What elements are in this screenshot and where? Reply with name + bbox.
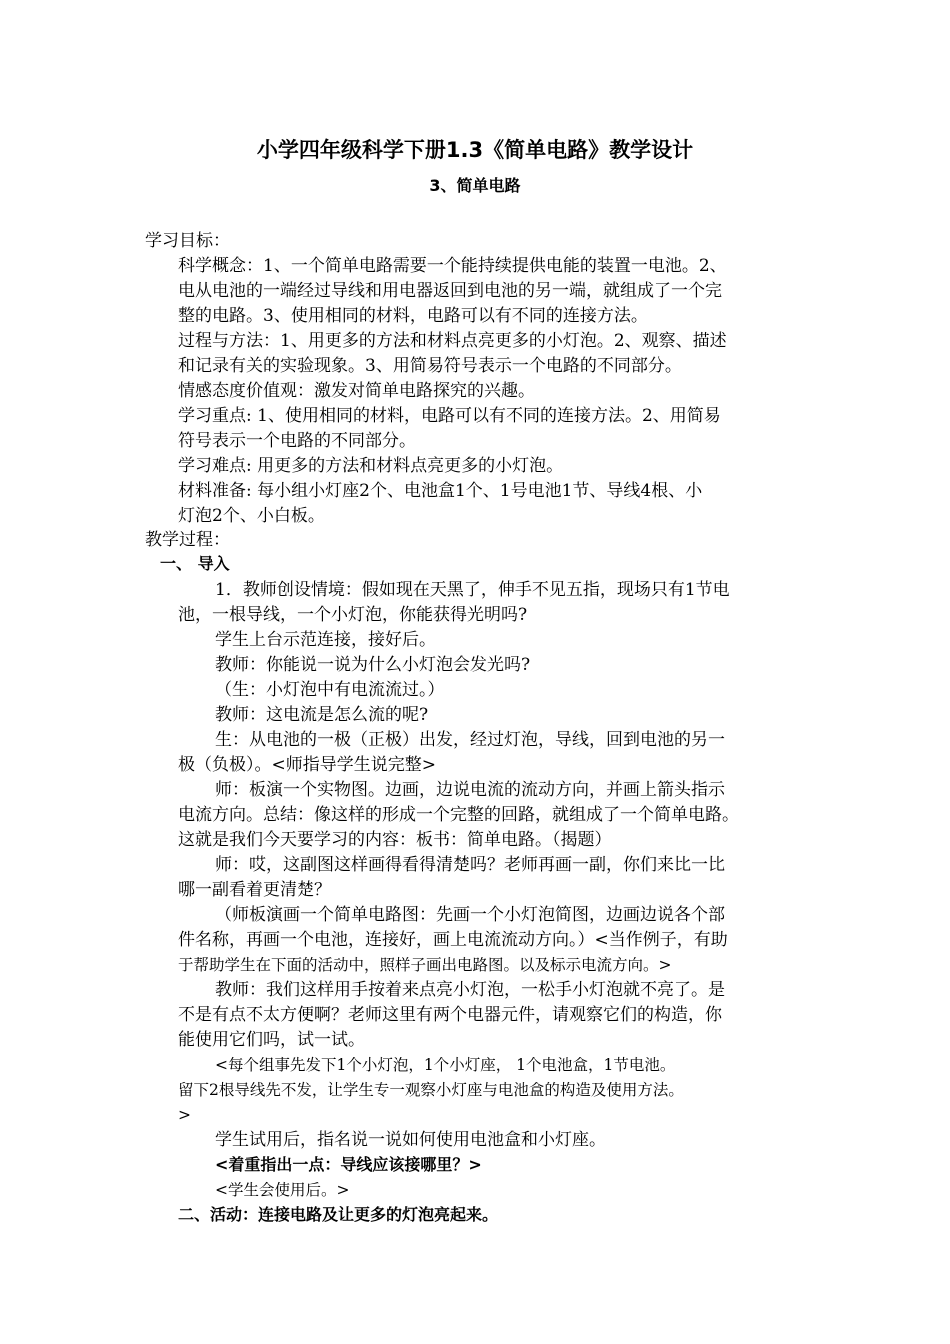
paragraph-line: 能使用它们吗，试一试。 (178, 1030, 365, 1050)
paragraph-line: 科学概念：1、一个简单电路需要一个能持续提供电能的装置一电池。2、 (178, 256, 727, 276)
paragraph-line: 极（负极）。<师指导学生说完整> (178, 755, 436, 775)
paragraph-line: 学习重点: 1、使用相同的材料，电路可以有不同的连接方法。2、用简易 (178, 406, 721, 426)
document-subtitle: 3、简单电路 (429, 176, 521, 195)
paragraph-line: 学习难点: 用更多的方法和材料点亮更多的小灯泡。 (178, 456, 564, 476)
paragraph-line: 情感态度价值观：激发对简单电路探究的兴趣。 (178, 381, 535, 401)
paragraph-line: 灯泡2个、小白板。 (178, 506, 325, 526)
section-heading-activity: 二、活动：连接电路及让更多的灯泡亮起来。 (178, 1205, 499, 1224)
paragraph-line: （生：小灯泡中有电流流过。） (215, 680, 445, 700)
section-heading-intro: 一、 导入 (160, 554, 230, 573)
paragraph-line: 过程与方法：1、用更多的方法和材料点亮更多的小灯泡。2、观察、描述 (178, 331, 727, 351)
paragraph-line: 池，一根导线，一个小灯泡，你能获得光明吗? (178, 605, 528, 625)
paragraph-line: 和记录有关的实验现象。3、用简易符号表示一个电路的不同部分。 (178, 356, 682, 376)
paragraph-line: 材料准备: 每小组小灯座2个、电池盒1个、1号电池1节、导线4根、小 (178, 481, 703, 501)
paragraph-line: <学生会使用后。> (215, 1181, 350, 1199)
paragraph-line: > (178, 1106, 191, 1124)
paragraph-line: 电从电池的一端经过导线和用电器返回到电池的另一端，就组成了一个完 (178, 281, 722, 301)
paragraph-line: 符号表示一个电路的不同部分。 (178, 431, 416, 451)
paragraph-line: 电流方向。总结：像这样的形成一个完整的回路，就组成了一个简单电路。 (178, 805, 739, 825)
paragraph-line: （师板演画一个简单电路图：先画一个小灯泡简图，边画边说各个部 (215, 905, 725, 925)
paragraph-line: 不是有点不太方便啊？老师这里有两个电器元件，请观察它们的构造，你 (178, 1005, 722, 1025)
emphasis-note: <着重指出一点：导线应该接哪里？> (215, 1155, 482, 1174)
paragraph-line: 哪一副看着更清楚？ (178, 880, 331, 900)
paragraph-line: 件名称，再画一个电池，连接好，画上电流流动方向。）<当作例子，有助 (178, 930, 728, 950)
paragraph-line: <每个组事先发下1个小灯泡，1个小灯座， 1个电池盒，1节电池。 (215, 1056, 676, 1074)
paragraph-line: 学生上台示范连接，接好后。 (215, 630, 436, 650)
document-title: 小学四年级科学下册1.3《简单电路》教学设计 (256, 138, 694, 162)
paragraph-line: 留下2根导线先不发，让学生专一观察小灯座与电池盒的构造及使用方法。 (178, 1081, 684, 1099)
paragraph-line: 学生试用后，指名说一说如何使用电池盒和小灯座。 (215, 1130, 606, 1150)
paragraph-line: 整的电路。3、使用相同的材料，电路可以有不同的连接方法。 (178, 306, 648, 326)
paragraph-line: 教师：我们这样用手按着来点亮小灯泡，一松手小灯泡就不亮了。是 (215, 980, 725, 1000)
paragraph-line: 师：板演一个实物图。边画，边说电流的流动方向，并画上箭头指示 (215, 780, 725, 800)
paragraph-line: 这就是我们今天要学习的内容：板书：简单电路。（揭题） (178, 830, 612, 850)
paragraph-line: 教师：你能说一说为什么小灯泡会发光吗? (215, 655, 531, 675)
section-label-objectives: 学习目标： (145, 231, 230, 251)
paragraph-line: 生：从电池的一极（正极）出发，经过灯泡，导线，回到电池的另一 (215, 730, 725, 750)
paragraph-line: 师：哎，这副图这样画得看得清楚吗？老师再画一副，你们来比一比 (215, 855, 725, 875)
paragraph-line: 教师：这电流是怎么流的呢? (215, 705, 429, 725)
section-label-process: 教学过程： (145, 530, 230, 550)
paragraph-line: 于帮助学生在下面的活动中，照样子画出电路图。以及标示电流方向。> (178, 956, 672, 974)
paragraph-line: 1．教师创设情境：假如现在天黑了，伸手不见五指，现场只有1节电 (215, 580, 730, 600)
